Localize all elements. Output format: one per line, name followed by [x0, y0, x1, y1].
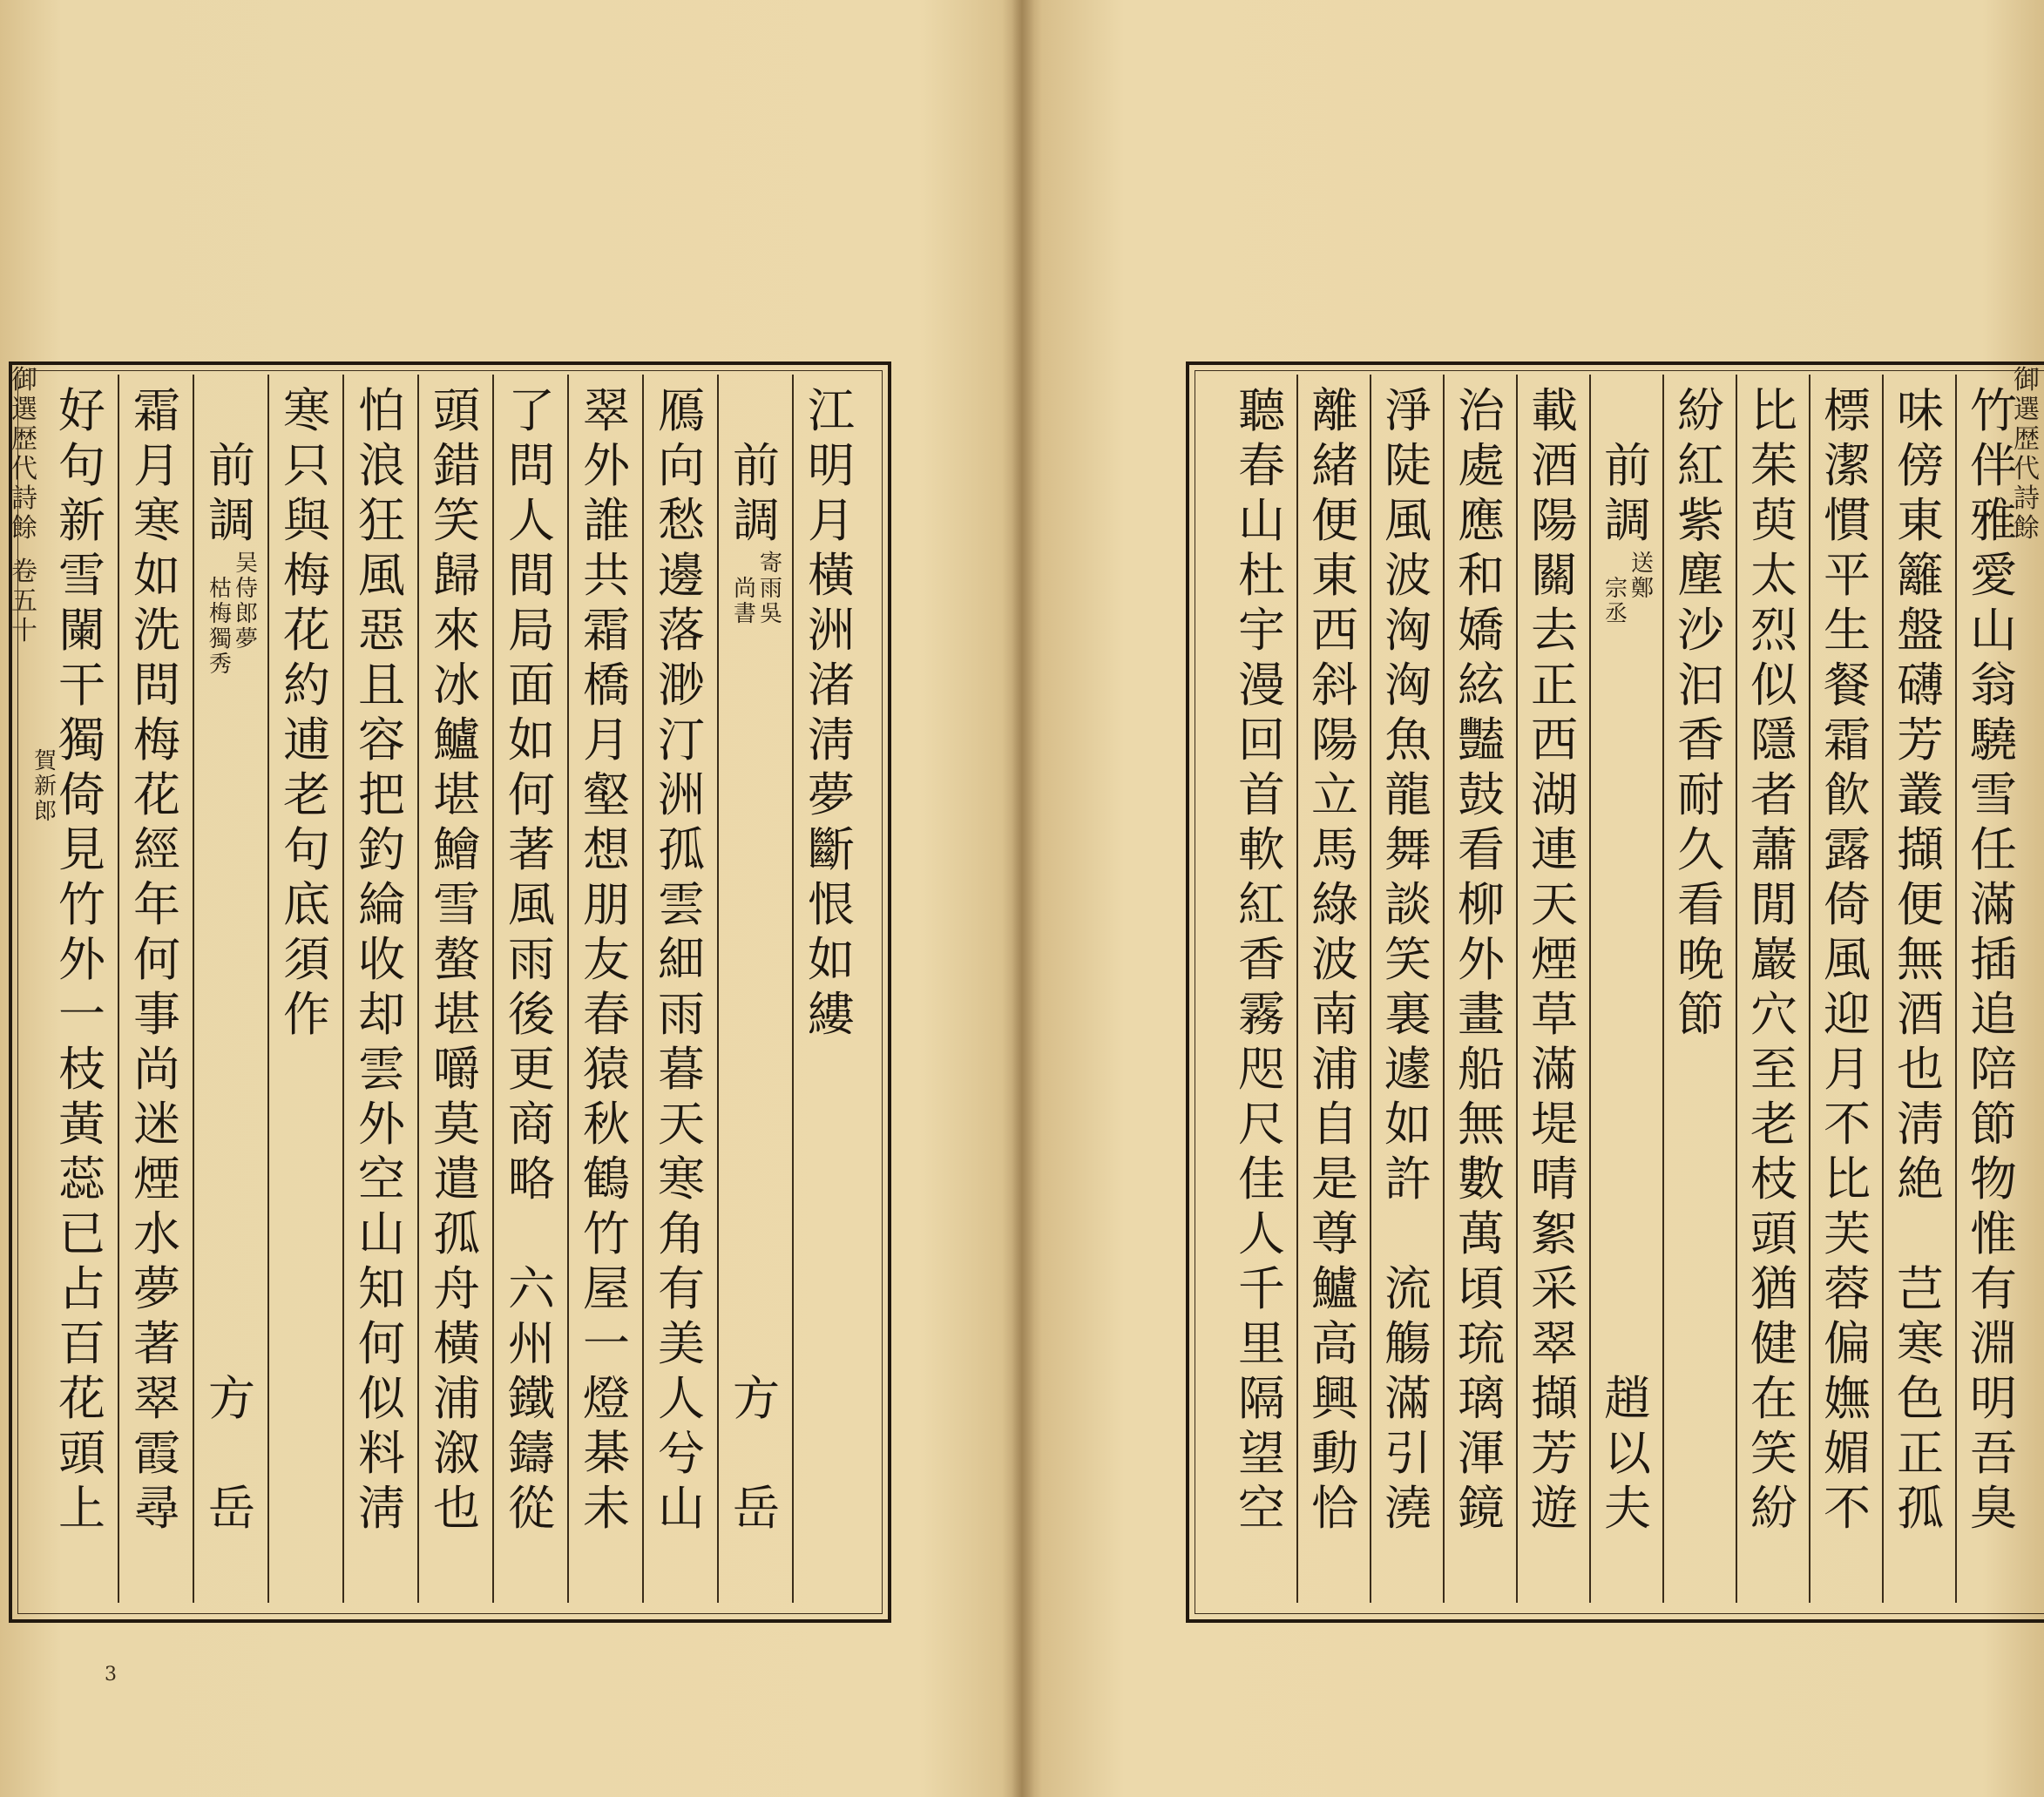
text-column: 前 調 — [733, 438, 780, 548]
text-column: 紛 紅 紫 塵 沙 汩 香 耐 久 看 晚 節 — [1677, 383, 1724, 1042]
author-name: 方 岳 — [733, 1371, 780, 1536]
page-number-mark: 3 — [105, 1664, 117, 1686]
column-rule — [792, 375, 794, 1603]
right-margin-title: 御選歴代詩餘 — [2014, 365, 2040, 544]
text-column: 淨 陡 風 波 洶 洶 魚 龍 舞 談 笑 裏 遽 如 許 流 觴 滿 引 澆 — [1384, 383, 1431, 1536]
column-rule — [717, 375, 719, 1603]
column-rule — [1882, 375, 1884, 1603]
column-rule — [1370, 375, 1371, 1603]
text-column: 前 調 — [1604, 438, 1651, 548]
text-column: 霜 月 寒 如 洗 問 梅 花 經 年 何 事 尚 迷 煙 水 夢 著 翠 霞 尋 — [133, 383, 180, 1536]
column-rule — [118, 375, 119, 1603]
text-column: 鴈 向 愁 邊 落 渺 汀 洲 孤 雲 細 雨 暮 天 寒 角 有 美 人 兮 山 — [658, 383, 705, 1536]
column-rule — [1589, 375, 1591, 1603]
text-column: 了 問 人 間 局 面 如 何 著 風 雨 後 更 商 略 六 州 鐵 鑄 從 — [508, 383, 555, 1536]
column-rule — [642, 375, 644, 1603]
left-margin-tune: 賀新郎 — [33, 748, 57, 825]
text-column: 前 調 — [208, 438, 255, 548]
text-column: 比 茱 萸 太 烈 似 隱 者 蕭 閒 巖 穴 至 老 枝 頭 猶 健 在 笑 紛 — [1750, 383, 1797, 1536]
text-column: 怕 浪 狂 風 惡 且 容 把 釣 綸 收 却 雲 外 空 山 知 何 似 料 淸 — [358, 383, 405, 1536]
column-rule — [567, 375, 569, 1603]
text-column: 好 句 新 雪 闌 干 獨 倚 見 竹 外 一 枝 黃 蕊 已 占 百 花 頭 上 — [58, 383, 105, 1536]
column-rule — [417, 375, 419, 1603]
text-column: 江 明 月 橫 洲 渚 淸 夢 斷 恨 如 縷 — [808, 383, 855, 1042]
text-column: 聽 春 山 杜 宇 漫 回 首 軟 紅 香 霧 咫 尺 佳 人 千 里 隔 望 空 — [1238, 383, 1285, 1536]
annotation-note: 宗 丞 — [1604, 576, 1628, 627]
right-page — [1025, 0, 2044, 1797]
text-column: 載 酒 陽 關 去 正 西 湖 連 天 煙 草 滿 堤 晴 絮 采 翠 擷 芳 遊 — [1531, 383, 1578, 1536]
column-rule — [267, 375, 269, 1603]
left-margin-title: 御選歴代詩餘 — [11, 365, 37, 544]
annotation-note: 吴 侍 郎 夢 — [234, 551, 258, 652]
column-rule — [1736, 375, 1737, 1603]
text-column: 竹 伴 雅 愛 山 翁 驍 雪 任 滿 插 追 陪 節 物 惟 有 淵 明 吾 臭 — [1970, 383, 2017, 1536]
text-column: 味 傍 東 籬 盤 礴 芳 叢 擷 便 無 酒 也 淸 絶 芑 寒 色 正 孤 — [1897, 383, 1944, 1536]
column-rule — [492, 375, 494, 1603]
column-rule — [1662, 375, 1664, 1603]
column-rule — [1516, 375, 1518, 1603]
column-rule — [1296, 375, 1298, 1603]
annotation-note: 枯 梅 獨 秀 — [208, 576, 232, 678]
annotation-note: 送 鄭 — [1630, 551, 1654, 602]
annotation-note: 寄 雨 吳 — [759, 551, 782, 627]
text-column: 標 潔 慣 平 生 餐 霜 飮 露 倚 風 迎 月 不 比 芙 蓉 偏 嫵 媚 不 — [1824, 383, 1871, 1536]
column-rule — [1809, 375, 1810, 1603]
author-name: 方 岳 — [208, 1371, 255, 1536]
left-margin-tail: 卷五十 — [11, 557, 37, 646]
column-rule — [1443, 375, 1445, 1603]
annotation-note: 尚 書 — [733, 576, 756, 627]
text-column: 頭 錯 笑 歸 來 冰 鱸 堪 鱠 雪 螯 堪 嚼 莫 遣 孤 舟 橫 浦 溆 也 — [433, 383, 480, 1536]
text-column: 治 處 應 和 嬌 絃 豔 鼓 看 柳 外 畫 船 無 數 萬 頃 琉 璃 渾 鏡 — [1458, 383, 1505, 1536]
text-column: 翠 外 誰 共 霜 橋 月 壑 想 朋 友 春 猿 秋 鶴 竹 屋 一 燈 棊 未 — [583, 383, 630, 1536]
column-rule — [1955, 375, 1957, 1603]
column-rule — [342, 375, 344, 1603]
text-column: 寒 只 與 梅 花 約 逋 老 句 底 須 作 — [283, 383, 330, 1042]
column-rule — [193, 375, 194, 1603]
author-name: 趙 以 夫 — [1604, 1371, 1651, 1536]
text-column: 離 緒 便 東 西 斜 陽 立 馬 綠 波 南 浦 自 是 尊 鱸 高 興 動 恰 — [1311, 383, 1358, 1536]
left-page — [0, 0, 1019, 1797]
